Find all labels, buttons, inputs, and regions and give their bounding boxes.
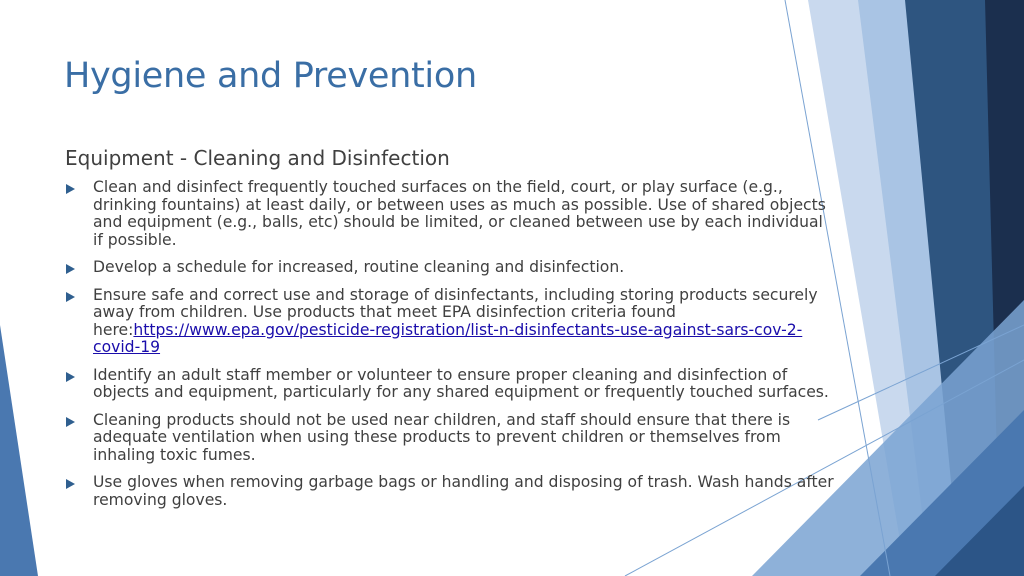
bullet-list xyxy=(64,179,834,519)
left-edge-strip xyxy=(0,325,38,576)
bullet-arrow-icon xyxy=(66,292,75,302)
list-item xyxy=(64,367,834,402)
bullet-text: Use gloves when removing garbage bags or handling and disposing of trash. Wash hands after removing gloves. xyxy=(93,473,834,509)
bullet-arrow-icon xyxy=(66,264,75,274)
section-heading: Equipment - Cleaning and Disinfection xyxy=(65,146,450,170)
epa-disinfectant-list-link[interactable]: https://www.epa.gov/pesticide-registration/list-n-disinfectants-use-against-sars-cov-2-covid-19 xyxy=(93,320,803,356)
bullet-text: Clean and disinfect frequently touched surfaces on the field, court, or play surface (e.g., drinking fountains) at least daily, or between uses as much as possible. Use of shared objects and equipment (e.g., balls, etc) should be limited, or cleaned between use by each individual if possible. xyxy=(93,178,826,249)
list-item xyxy=(64,287,834,357)
bullet-arrow-icon xyxy=(66,479,75,489)
list-item xyxy=(64,179,834,249)
bullet-text: Identify an adult staff member or volunteer to ensure proper cleaning and disinfection of objects and equipment, particularly for any shared equipment or frequently touched surfaces. xyxy=(93,365,829,401)
bullet-text: Ensure safe and correct use and storage of disinfectants, including storing products securely away from children. Use products that meet EPA disinfection criteria found here: xyxy=(93,285,818,339)
list-item xyxy=(64,259,834,277)
bullet-text: Cleaning products should not be used near children, and staff should ensure that there is adequate ventilation when using these products to prevent children or themselves from inhaling toxic fumes. xyxy=(93,410,791,464)
list-item xyxy=(64,474,834,509)
bullet-arrow-icon xyxy=(66,184,75,194)
bullet-arrow-icon xyxy=(66,417,75,427)
bullet-arrow-icon xyxy=(66,372,75,382)
bullet-text: Develop a schedule for increased, routine cleaning and disinfection. xyxy=(93,258,625,276)
list-item xyxy=(64,412,834,465)
slide-title: Hygiene and Prevention xyxy=(64,56,477,96)
